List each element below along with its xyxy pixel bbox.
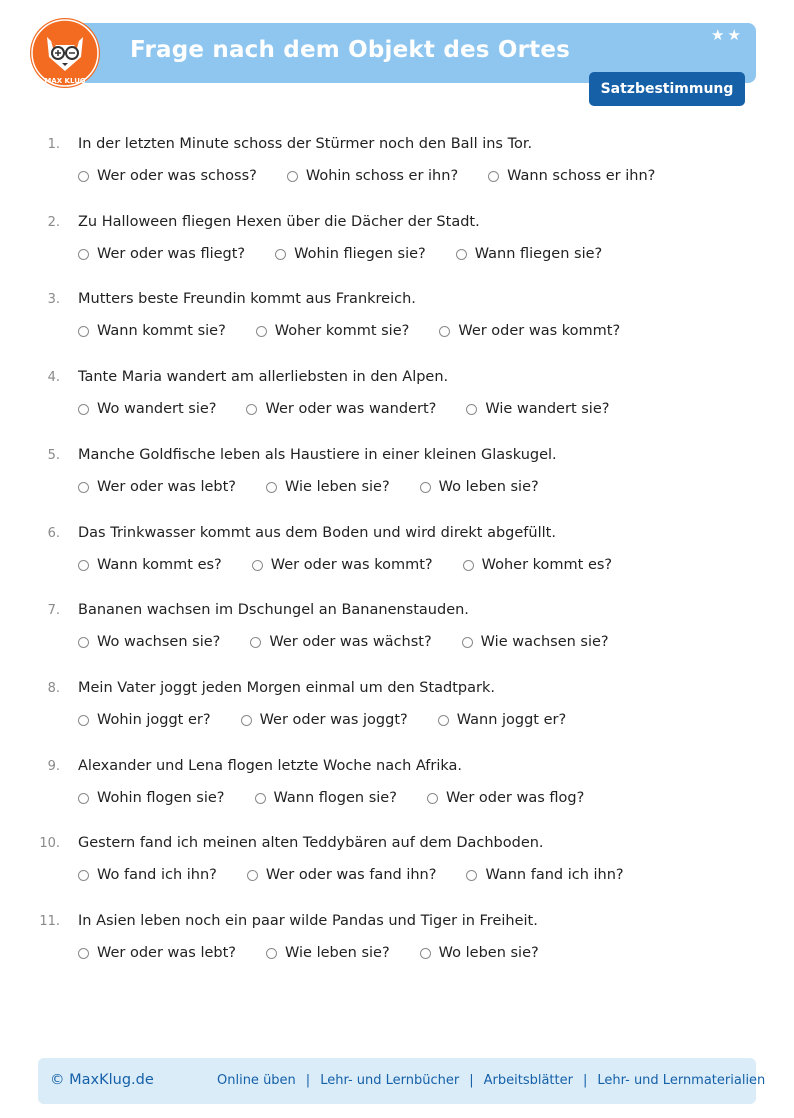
answer-options bbox=[78, 168, 685, 184]
exercise-sentence: Tante Maria wandert am allerliebsten in den Alpen. bbox=[78, 369, 449, 385]
radio-button-icon[interactable] bbox=[78, 793, 89, 804]
exercise-number: 5. bbox=[47, 448, 60, 463]
radio-button-icon[interactable] bbox=[252, 560, 263, 571]
answer-option[interactable] bbox=[266, 945, 390, 961]
answer-option-label: Wo wachsen sie? bbox=[97, 634, 221, 650]
answer-option[interactable] bbox=[78, 323, 226, 339]
radio-button-icon[interactable] bbox=[78, 948, 89, 959]
answer-option-label: Wer oder was joggt? bbox=[259, 712, 408, 728]
answer-option-label: Wer oder was wächst? bbox=[269, 634, 432, 650]
answer-options bbox=[78, 790, 614, 806]
answer-options bbox=[78, 246, 632, 262]
radio-button-icon[interactable] bbox=[266, 948, 277, 959]
footer-separator: | bbox=[582, 1073, 588, 1088]
answer-option[interactable] bbox=[78, 867, 217, 883]
answer-option[interactable] bbox=[488, 168, 655, 184]
footer-link-arbeitsblaetter[interactable]: Arbeitsblätter bbox=[483, 1073, 573, 1088]
answer-option-label: Wer oder was schoss? bbox=[97, 168, 257, 184]
answer-option-label: Wann kommt es? bbox=[97, 557, 222, 573]
answer-option[interactable] bbox=[250, 634, 431, 650]
exercise-sentence: Alexander und Lena flogen letzte Woche nach Afrika. bbox=[78, 758, 463, 774]
answer-option[interactable] bbox=[78, 790, 225, 806]
exercise-number: 7. bbox=[47, 603, 60, 618]
answer-option[interactable] bbox=[246, 401, 436, 417]
answer-option[interactable] bbox=[78, 557, 222, 573]
radio-button-icon[interactable] bbox=[255, 793, 266, 804]
radio-button-icon[interactable] bbox=[246, 404, 257, 415]
answer-option[interactable] bbox=[266, 479, 390, 495]
answer-option-label: Wer oder was wandert? bbox=[265, 401, 437, 417]
footer-separator: | bbox=[305, 1073, 311, 1088]
answer-option-label: Woher kommt sie? bbox=[274, 323, 410, 339]
answer-option[interactable] bbox=[456, 246, 603, 262]
answer-option-label: Wo fand ich ihn? bbox=[97, 867, 217, 883]
radio-button-icon[interactable] bbox=[420, 948, 431, 959]
maxklug-logo bbox=[29, 17, 101, 89]
answer-option-label: Wohin flogen sie? bbox=[97, 790, 225, 806]
answer-option-label: Wohin schoss er ihn? bbox=[305, 168, 459, 184]
answer-option-label: Wann joggt er? bbox=[456, 712, 567, 728]
exercise-number: 8. bbox=[47, 681, 60, 696]
answer-option-label: Wann flogen sie? bbox=[273, 790, 397, 806]
answer-option-label: Wann fand ich ihn? bbox=[485, 867, 624, 883]
answer-option-label: Wo wandert sie? bbox=[97, 401, 217, 417]
footer-link-lehr-und-lernmaterialien[interactable]: Lehr- und Lernmaterialien bbox=[597, 1073, 766, 1088]
answer-option-label: Wo leben sie? bbox=[438, 945, 539, 961]
answer-option-label: Wer oder was kommt? bbox=[270, 557, 433, 573]
radio-button-icon[interactable] bbox=[275, 249, 286, 260]
answer-options bbox=[78, 479, 569, 495]
exercise-number: 11. bbox=[39, 914, 60, 929]
radio-button-icon[interactable] bbox=[438, 715, 449, 726]
radio-button-icon[interactable] bbox=[78, 404, 89, 415]
exercise-sentence: Mutters beste Freundin kommt aus Frankreich. bbox=[78, 291, 416, 307]
radio-button-icon[interactable] bbox=[78, 249, 89, 260]
radio-button-icon[interactable] bbox=[456, 249, 467, 260]
answer-option-label: Wo leben sie? bbox=[438, 479, 539, 495]
answer-option[interactable] bbox=[420, 479, 539, 495]
radio-button-icon[interactable] bbox=[427, 793, 438, 804]
exercise-sentence: In der letzten Minute schoss der Stürmer noch den Ball ins Tor. bbox=[78, 136, 533, 152]
radio-button-icon[interactable] bbox=[78, 482, 89, 493]
radio-button-icon[interactable] bbox=[439, 326, 450, 337]
answer-option[interactable] bbox=[275, 246, 426, 262]
answer-option-label: Wer oder was flog? bbox=[445, 790, 585, 806]
answer-option[interactable] bbox=[255, 790, 397, 806]
radio-button-icon[interactable] bbox=[250, 637, 261, 648]
footer-link-lehr-und-lernbuecher[interactable]: Lehr- und Lernbücher bbox=[320, 1073, 460, 1088]
radio-button-icon[interactable] bbox=[287, 171, 298, 182]
svg-text:MAX KLUG: MAX KLUG bbox=[44, 77, 86, 85]
exercise-sentence: Bananen wachsen im Dschungel an Bananenstauden. bbox=[78, 602, 469, 618]
footer-links bbox=[217, 1073, 765, 1088]
radio-button-icon[interactable] bbox=[488, 171, 499, 182]
radio-button-icon[interactable] bbox=[78, 560, 89, 571]
answer-option[interactable] bbox=[427, 790, 584, 806]
radio-button-icon[interactable] bbox=[256, 326, 267, 337]
exercise-sentence: Das Trinkwasser kommt aus dem Boden und wird direkt abgefüllt. bbox=[78, 525, 556, 541]
answer-option[interactable] bbox=[78, 945, 236, 961]
answer-option[interactable] bbox=[438, 712, 566, 728]
radio-button-icon[interactable] bbox=[241, 715, 252, 726]
radio-button-icon[interactable] bbox=[78, 637, 89, 648]
answer-option[interactable] bbox=[78, 634, 220, 650]
radio-button-icon[interactable] bbox=[266, 482, 277, 493]
answer-option[interactable] bbox=[466, 867, 623, 883]
exercise-number: 6. bbox=[47, 526, 60, 541]
answer-option-label: Wer oder was fliegt? bbox=[97, 246, 246, 262]
answer-option[interactable] bbox=[439, 323, 620, 339]
answer-option-label: Wer oder was kommt? bbox=[458, 323, 621, 339]
footer-copyright[interactable]: © MaxKlug.de bbox=[50, 1072, 154, 1088]
answer-option[interactable] bbox=[78, 712, 211, 728]
exercise-sentence: Zu Halloween fliegen Hexen über die Dächer der Stadt. bbox=[78, 214, 480, 230]
radio-button-icon[interactable] bbox=[462, 637, 473, 648]
page-title: Frage nach dem Objekt des Ortes bbox=[130, 37, 571, 63]
answer-option[interactable] bbox=[463, 557, 613, 573]
answer-option-label: Wie leben sie? bbox=[285, 479, 390, 495]
answer-option[interactable] bbox=[241, 712, 408, 728]
exercise-sentence: Mein Vater joggt jeden Morgen einmal um den Stadtpark. bbox=[78, 680, 495, 696]
answer-option-label: Wohin fliegen sie? bbox=[294, 246, 426, 262]
answer-option-label: Wie wachsen sie? bbox=[480, 634, 609, 650]
radio-button-icon[interactable] bbox=[78, 715, 89, 726]
answer-option[interactable] bbox=[420, 945, 539, 961]
answer-option-label: Woher kommt es? bbox=[481, 557, 613, 573]
answer-option-label: Wohin joggt er? bbox=[97, 712, 211, 728]
answer-option-label: Wann schoss er ihn? bbox=[507, 168, 656, 184]
exercise-number: 1. bbox=[47, 137, 60, 152]
answer-option-label: Wann fliegen sie? bbox=[474, 246, 603, 262]
answer-option[interactable] bbox=[287, 168, 458, 184]
answer-option-label: Wer oder was fand ihn? bbox=[265, 867, 437, 883]
exercise-number: 3. bbox=[47, 292, 60, 307]
answer-option[interactable] bbox=[462, 634, 609, 650]
answer-option[interactable] bbox=[78, 246, 245, 262]
exercise-number: 9. bbox=[47, 759, 60, 774]
answer-options bbox=[78, 945, 569, 961]
radio-button-icon[interactable] bbox=[420, 482, 431, 493]
category-badge: Satzbestimmung bbox=[589, 72, 745, 106]
answer-option[interactable] bbox=[256, 323, 410, 339]
footer bbox=[38, 1058, 766, 1104]
answer-options bbox=[78, 557, 642, 573]
answer-options bbox=[78, 712, 596, 728]
radio-button-icon[interactable] bbox=[466, 870, 477, 881]
answer-option-label: Wer oder was lebt? bbox=[97, 945, 236, 961]
answer-option[interactable] bbox=[78, 168, 257, 184]
difficulty-stars-icon: ★★ bbox=[711, 26, 744, 44]
radio-button-icon[interactable] bbox=[466, 404, 477, 415]
answer-option-label: Wie wandert sie? bbox=[485, 401, 610, 417]
radio-button-icon[interactable] bbox=[247, 870, 258, 881]
footer-separator: | bbox=[469, 1073, 474, 1088]
exercise-number: 4. bbox=[47, 370, 60, 385]
radio-button-icon[interactable] bbox=[78, 171, 89, 182]
answer-options bbox=[78, 867, 654, 883]
answer-option[interactable] bbox=[78, 479, 236, 495]
answer-option[interactable] bbox=[78, 401, 216, 417]
radio-button-icon[interactable] bbox=[463, 560, 474, 571]
answer-option[interactable] bbox=[252, 557, 433, 573]
exercise-sentence: In Asien leben noch ein paar wilde Pandas und Tiger in Freiheit. bbox=[78, 913, 538, 929]
radio-button-icon[interactable] bbox=[78, 326, 89, 337]
answer-option[interactable] bbox=[247, 867, 437, 883]
answer-options bbox=[78, 323, 650, 339]
exercise-sentence: Manche Goldfische leben als Haustiere in einer kleinen Glaskugel. bbox=[78, 447, 557, 463]
answer-option[interactable] bbox=[466, 401, 609, 417]
answer-options bbox=[78, 401, 639, 417]
answer-option-label: Wann kommt sie? bbox=[97, 323, 226, 339]
answer-option-label: Wie leben sie? bbox=[285, 945, 390, 961]
answer-options bbox=[78, 634, 639, 650]
exercise-number: 10. bbox=[39, 836, 60, 851]
answer-option-label: Wer oder was lebt? bbox=[97, 479, 236, 495]
radio-button-icon[interactable] bbox=[78, 870, 89, 881]
footer-link-online-ueben[interactable]: Online üben bbox=[217, 1073, 296, 1088]
exercise-sentence: Gestern fand ich meinen alten Teddybären auf dem Dachboden. bbox=[78, 835, 544, 851]
exercise-number: 2. bbox=[47, 215, 60, 230]
